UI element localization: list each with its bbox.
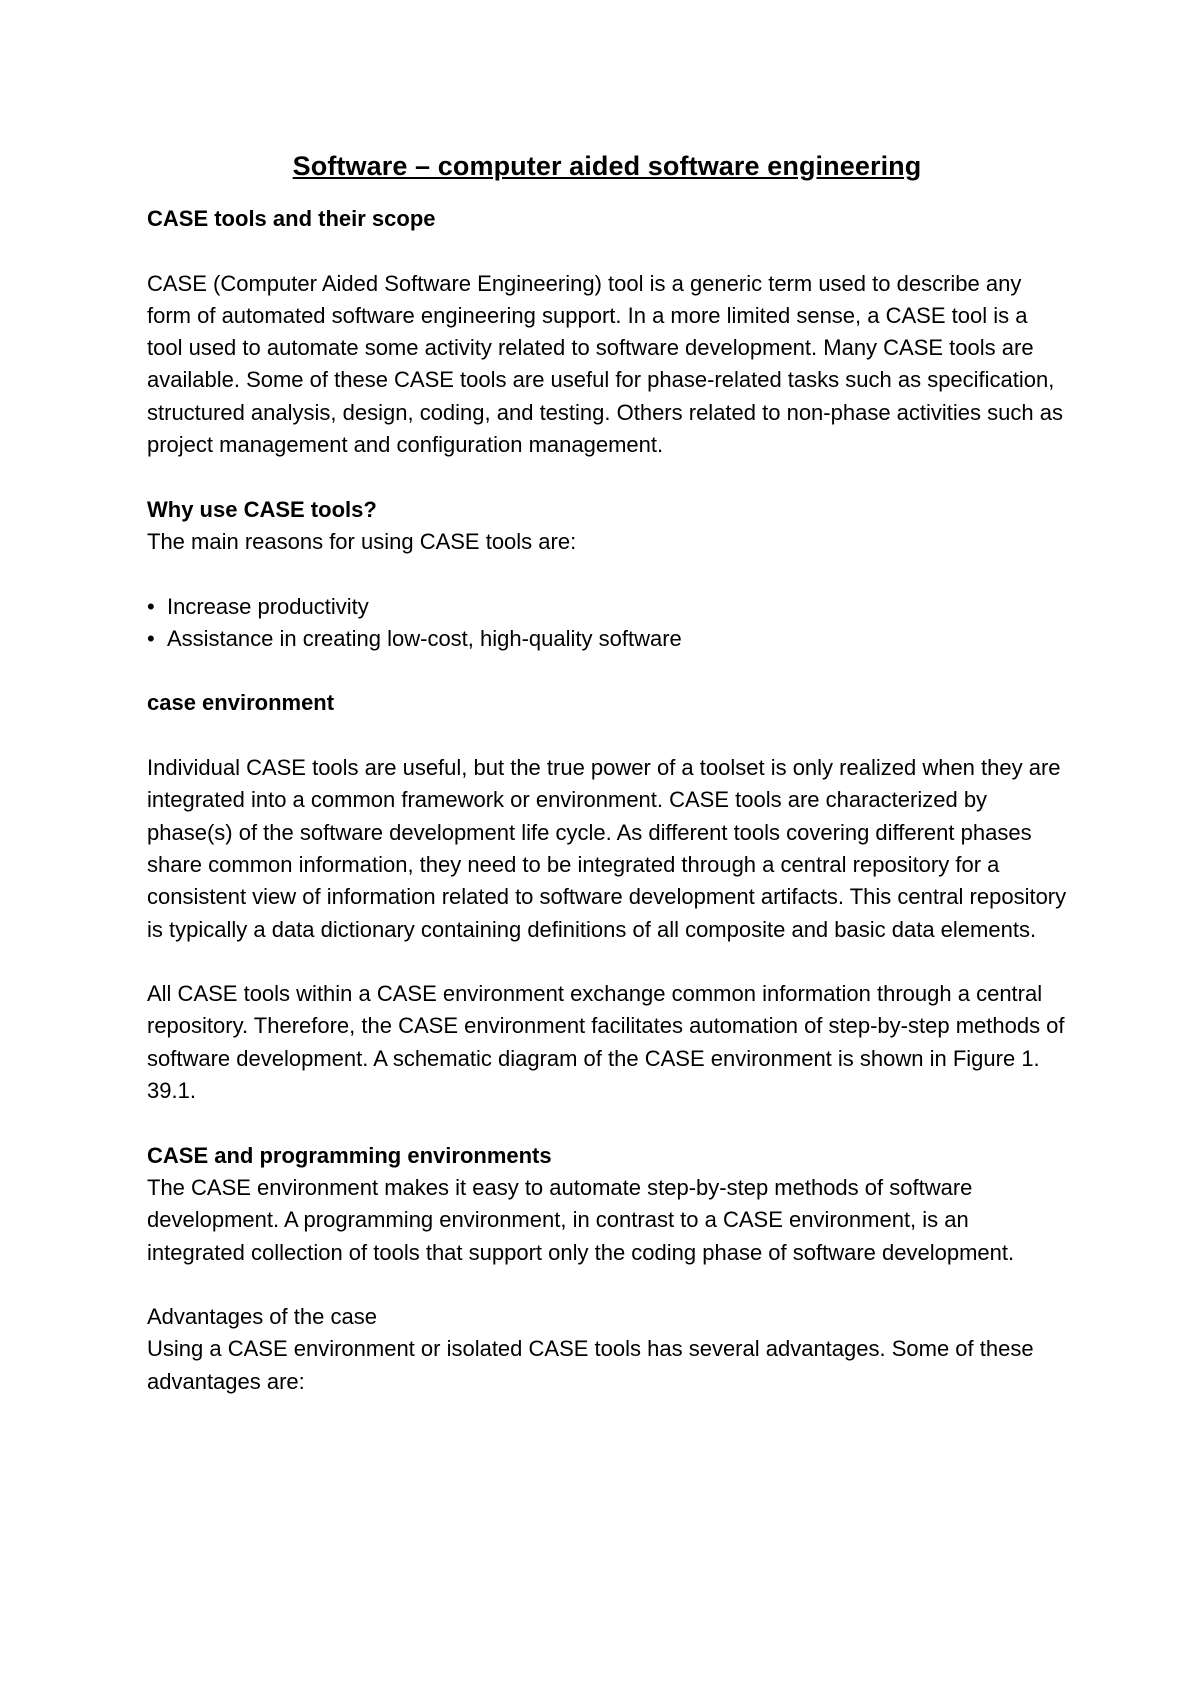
spacer — [147, 655, 1067, 687]
spacer — [147, 235, 1067, 267]
section-heading-why: Why use CASE tools? — [147, 496, 377, 522]
bullet-icon: • — [147, 593, 155, 619]
paragraph-scope: CASE (Computer Aided Software Engineering) tool is a generic term used to describe any form of automated software engineering support. In a more limited sense, a CASE tool is a tool used to automate some activity related to software development. Many CASE tools are available. Some of these CASE tools are useful for phase-related tasks such as specification, structured analysis, design, coding, and testing. Others related to non-phase activities such as project management and configuration management. — [147, 270, 1063, 458]
section-heading-programming: CASE and programming environments — [147, 1142, 552, 1168]
spacer — [147, 720, 1067, 752]
spacer — [147, 1107, 1067, 1139]
list-item-text: Assistance in creating low-cost, high-quality software — [167, 625, 682, 651]
document-body — [147, 146, 1067, 1398]
paragraph-why-intro: The main reasons for using CASE tools are: — [147, 528, 577, 554]
paragraph-programming: The CASE environment makes it easy to automate step-by-step methods of software development. A programming environment, in contrast to a CASE environment, is an integrated collection of tools that support only the coding phase of software development. — [147, 1174, 1015, 1265]
list-item — [147, 623, 1067, 655]
section-heading-environment: case environment — [147, 690, 335, 716]
reasons-list — [147, 591, 1067, 656]
list-item-text: Increase productivity — [167, 593, 369, 619]
list-item — [147, 591, 1067, 623]
paragraph-advantages: Using a CASE environment or isolated CASE tools has several advantages. Some of these advantages are: — [147, 1336, 1034, 1394]
section-heading-advantages: Advantages of the case — [147, 1304, 377, 1330]
spacer — [147, 946, 1067, 978]
spacer — [147, 558, 1067, 590]
paragraph-environment-2: All CASE tools within a CASE environment exchange common information through a central repository. Therefore, the CASE environment facilitates automation of step-by-step methods of software development. A schematic diagram of the CASE environment is shown in Figure 1. 39.1. — [147, 981, 1065, 1104]
paragraph-environment-1: Individual CASE tools are useful, but the true power of a toolset is only realized when they are integrated into a common framework or environment. CASE tools are characterized by phase(s) of the software development life cycle. As different tools covering different phases share common information, they need to be integrated through a central repository for a consistent view of information related to software development artifacts. This central repository is typically a data dictionary containing definitions of all composite and basic data elements. — [147, 755, 1067, 942]
document-title: Software – computer aided software engineering — [292, 151, 922, 181]
spacer — [147, 1269, 1067, 1301]
bullet-icon: • — [147, 625, 155, 651]
spacer — [147, 461, 1067, 493]
section-heading-scope: CASE tools and their scope — [147, 206, 436, 231]
